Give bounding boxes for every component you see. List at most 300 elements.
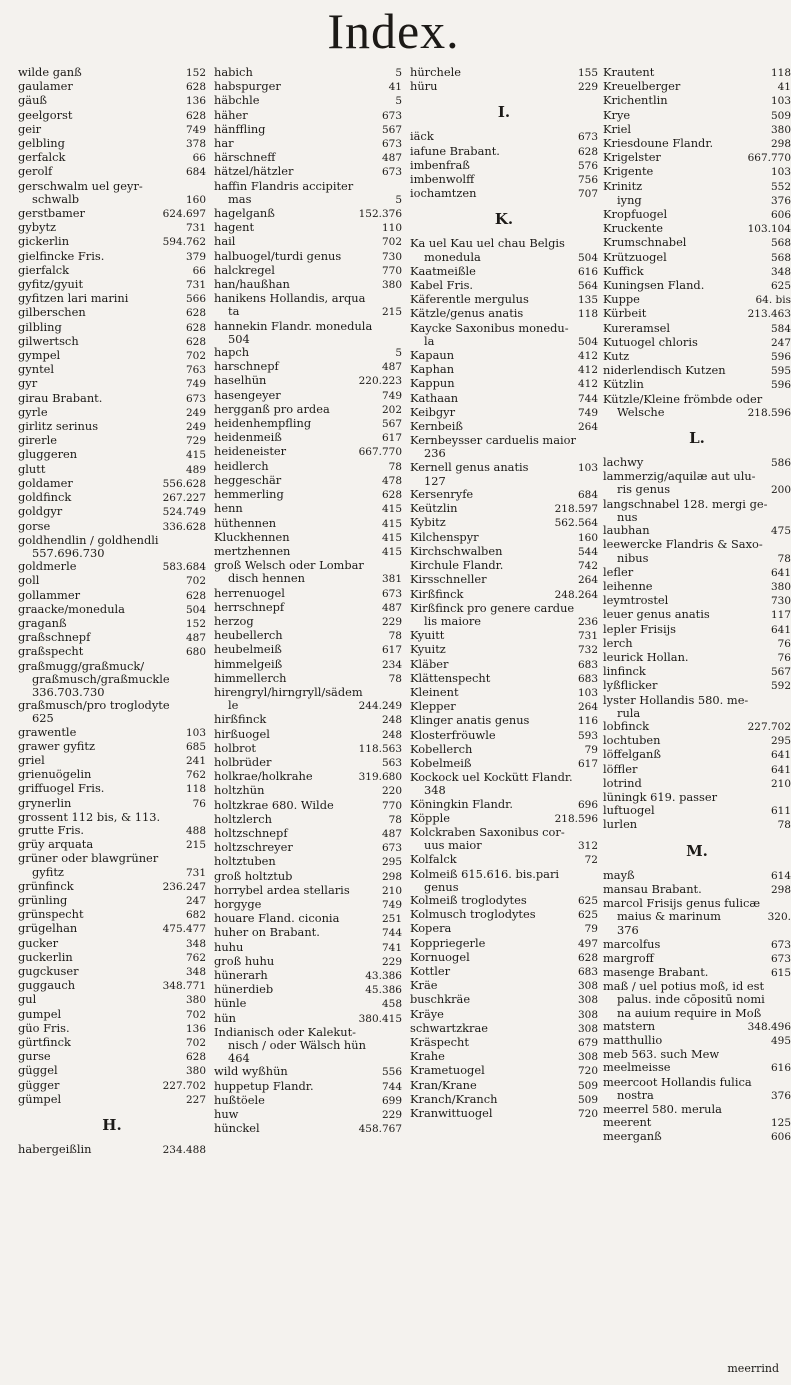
entry-page-ref: 673 [770, 938, 791, 951]
index-entry [214, 898, 402, 912]
entry-term: nostra [617, 1087, 654, 1102]
index-entry [18, 264, 206, 278]
entry-term: Kureramsel [603, 320, 671, 335]
entry-term: häher [214, 107, 248, 122]
entry-term: huhu [214, 939, 244, 954]
entry-page-ref: 249 [185, 421, 206, 434]
index-entry [18, 852, 206, 865]
entry-page-ref: 586 [770, 457, 791, 470]
entry-term: gyfitzen lari marini [18, 291, 129, 306]
entry-term: hasengeyer [214, 387, 281, 402]
entry-page-ref: 699 [381, 1094, 402, 1107]
index-entry [410, 1008, 598, 1022]
entry-page-ref: 380 [185, 994, 206, 1007]
index-entry [410, 643, 598, 657]
entry-term: halckregel [214, 262, 275, 277]
entry-page-ref: 731 [577, 630, 598, 643]
entry-term: lachwy [603, 455, 644, 470]
entry-term: Krahe [410, 1049, 445, 1064]
entry-term: gyfitz [32, 864, 64, 879]
index-entry [410, 714, 598, 728]
index-entry [603, 966, 791, 980]
index-entry [214, 912, 402, 926]
entry-term: girlitz serinus [18, 419, 99, 434]
entry-page-ref: 160 [577, 531, 598, 544]
entry-page-ref: 229 [577, 81, 598, 94]
index-entry [603, 1116, 791, 1130]
entry-page-ref: 234 [381, 658, 402, 671]
entry-page-ref: 628 [381, 489, 402, 502]
entry-page-ref: 308 [577, 1051, 598, 1064]
entry-page-ref: 475 [770, 525, 791, 538]
index-entry [410, 853, 598, 867]
entry-page-ref: 749 [577, 406, 598, 419]
entry-term: groß holtztub [214, 868, 293, 883]
index-entry [214, 417, 402, 431]
entry-page-ref: 308 [577, 1022, 598, 1035]
entry-page-ref: 625 [577, 894, 598, 907]
entry-term: Kirßfinck [410, 586, 464, 601]
entry-page-ref: 673 [381, 166, 402, 179]
entry-term: Kutz [603, 349, 630, 364]
index-entry [18, 306, 206, 320]
entry-term: geir [18, 121, 42, 136]
entry-term: maß / uel potius moß, id est [603, 979, 765, 994]
index-entry [18, 880, 206, 894]
entry-term: gerstbamer [18, 206, 85, 221]
entry-term: grynerlin [18, 795, 72, 810]
index-entry [603, 307, 791, 321]
entry-page-ref: 625 [770, 280, 791, 293]
index-entry [410, 965, 598, 979]
entry-term: leurick Hollan. [603, 649, 689, 664]
entry-term: gyrle [18, 404, 48, 419]
index-entry [214, 80, 402, 94]
index-entry [410, 159, 598, 173]
entry-page-ref: 509 [577, 1093, 598, 1106]
entry-term: lobfinck [603, 718, 650, 733]
entry-page-ref: 264 [577, 701, 598, 714]
index-entry [214, 1012, 402, 1026]
index-entry [214, 305, 402, 319]
entry-term: lurlen [603, 817, 638, 832]
entry-page-ref: 742 [577, 560, 598, 573]
entry-term: har [214, 136, 234, 151]
index-entry [214, 545, 402, 559]
index-entry [18, 712, 206, 725]
index-entry [214, 770, 402, 784]
index-entry [18, 165, 206, 179]
entry-page-ref: 155 [577, 67, 598, 79]
entry-term: löffler [603, 761, 638, 776]
index-entry [603, 1089, 791, 1103]
entry-page-ref: 641 [770, 749, 791, 762]
index-entry [214, 151, 402, 165]
index-entry [410, 839, 598, 853]
index-entry [410, 406, 598, 420]
index-entry [410, 545, 598, 559]
entry-page-ref: 336.628 [162, 520, 206, 533]
index-entry [410, 349, 598, 363]
entry-page-ref: 103 [770, 166, 791, 179]
entry-term: Kolmusch troglodytes [410, 907, 536, 922]
entry-page-ref: 667.770 [358, 446, 402, 459]
index-column-2 [214, 66, 402, 1384]
section-heading: K. [494, 210, 514, 229]
index-entry [214, 686, 402, 699]
entry-page-ref: 110 [381, 222, 402, 235]
index-entry [410, 658, 598, 672]
entry-page-ref: 412 [577, 378, 598, 391]
index-entry [603, 694, 791, 707]
entry-term: Klepper [410, 699, 456, 714]
index-entry [18, 235, 206, 249]
entry-page-ref: 210 [770, 777, 791, 790]
index-entry [410, 335, 598, 349]
index-entry [214, 983, 402, 997]
entry-term: gürtfinck [18, 1035, 71, 1050]
index-entry [410, 145, 598, 159]
index-entry [18, 1079, 206, 1093]
entry-term: groß Welsch oder Lombar [214, 558, 364, 573]
entry-page-ref: 673 [577, 131, 598, 144]
entry-term: himmelgeiß [214, 656, 283, 671]
index-entry [214, 460, 402, 474]
entry-page-ref: 117 [770, 609, 791, 622]
index-entry [410, 420, 598, 434]
entry-page-ref: 218.596 [554, 812, 598, 825]
entry-page-ref: 504 [577, 251, 598, 264]
entry-page-ref: 567 [381, 418, 402, 431]
index-entry [18, 123, 206, 137]
index-entry [18, 631, 206, 645]
entry-page-ref: 563 [381, 756, 402, 769]
entry-term: herrenuogel [214, 585, 285, 600]
index-entry [410, 757, 598, 771]
entry-term: lerch [603, 635, 633, 650]
index-entry [18, 406, 206, 420]
entry-term: Krützuogel [603, 249, 667, 264]
entry-page-ref: 667.770 [747, 152, 791, 165]
entry-page-ref: 220.223 [358, 375, 402, 388]
entry-term: margroff [603, 950, 654, 965]
entry-term: leymtrostel [603, 593, 669, 608]
index-entry [410, 173, 598, 187]
entry-page-ref: 227.702 [162, 1079, 206, 1092]
entry-term: iafune Brabant. [410, 143, 500, 158]
entry-page-ref: 564 [577, 280, 598, 293]
entry-term: han/haußhan [214, 277, 290, 292]
entry-page-ref: 118 [185, 783, 206, 796]
index-entry [603, 818, 791, 832]
index-entry [214, 66, 402, 80]
index-entry [18, 754, 206, 768]
entry-page-ref: 628 [185, 81, 206, 94]
entry-term: gierfalck [18, 262, 70, 277]
entry-term: geelgorst [18, 107, 73, 122]
entry-term: hänffling [214, 121, 266, 136]
entry-term: Klinger anatis genus [410, 713, 530, 728]
entry-term: griffuogel Fris. [18, 781, 105, 796]
section-heading: L. [689, 429, 705, 448]
index-entry [18, 660, 206, 673]
index-column-3 [410, 66, 598, 1384]
index-entry [214, 1122, 402, 1136]
index-entry [214, 250, 402, 264]
entry-term: lepler Frisijs [603, 621, 676, 636]
index-entry [410, 881, 598, 894]
entry-page-ref: 770 [381, 264, 402, 277]
index-entry [18, 726, 206, 740]
entry-page-ref: 616 [770, 1062, 791, 1075]
entry-term: gul [18, 992, 37, 1007]
entry-term: Kaphan [410, 362, 455, 377]
entry-term: niderlendisch Kutzen [603, 363, 726, 378]
index-entry [18, 94, 206, 108]
entry-page-ref: 552 [770, 180, 791, 193]
entry-page-ref: 136 [185, 95, 206, 108]
index-entry [214, 813, 402, 827]
entry-page-ref: 641 [770, 623, 791, 636]
index-entry [603, 406, 791, 420]
index-entry [410, 392, 598, 406]
entry-term: nibus [617, 550, 649, 565]
entry-term: graacke/monedula [18, 601, 125, 616]
index-entry [214, 235, 402, 249]
entry-page-ref: 103 [577, 686, 598, 699]
index-entry [214, 941, 402, 955]
entry-page-ref: 679 [577, 1037, 598, 1049]
entry-page-ref: 707 [577, 188, 598, 201]
index-entry [214, 445, 402, 459]
entry-term: horgyge [214, 896, 262, 911]
entry-term: härschneff [214, 150, 276, 165]
entry-page-ref: 509 [577, 1079, 598, 1092]
entry-page-ref: 673 [381, 842, 402, 855]
entry-term: Kersenryfe [410, 487, 474, 502]
index-entry [214, 292, 402, 305]
index-entry [410, 993, 598, 1007]
index-entry [18, 463, 206, 477]
entry-term: grossent 112 bis, & 113. [18, 809, 161, 824]
section-heading: I. [497, 103, 511, 122]
entry-term: Kräe [410, 978, 438, 993]
entry-term: leuer genus anatis [603, 607, 710, 622]
entry-term: haselhün [214, 373, 267, 388]
index-entry [410, 461, 598, 475]
entry-term: Kirßfinck pro genere cardue [410, 600, 575, 615]
entry-page-ref: 731 [185, 279, 206, 292]
entry-page-ref: 103.104 [747, 223, 791, 236]
entry-term: hürchele [410, 65, 461, 79]
entry-page-ref: 298 [770, 883, 791, 896]
index-entry [410, 573, 598, 587]
entry-page-ref: 729 [185, 435, 206, 448]
index-entry [603, 1061, 791, 1075]
entry-term: girau Brabant. [18, 390, 103, 405]
entry-term: Kätzle/genus anatis [410, 306, 524, 321]
index-entry [214, 180, 402, 193]
entry-page-ref: 595 [770, 365, 791, 378]
entry-page-ref: 415 [381, 503, 402, 516]
entry-page-ref: 682 [185, 909, 206, 922]
index-entry [410, 237, 598, 250]
entry-term: 236 [424, 446, 446, 461]
entry-page-ref: 596 [770, 379, 791, 392]
entry-term: grüy arquata [18, 837, 94, 852]
entry-page-ref: 378 [185, 138, 206, 151]
index-entry [603, 707, 791, 720]
index-entry [18, 1093, 206, 1107]
entry-term: Kottler [410, 963, 451, 978]
index-entry [18, 560, 206, 574]
entry-page-ref: 606 [770, 209, 791, 222]
index-entry [18, 250, 206, 264]
entry-term: hannekin Flandr. monedula [214, 318, 373, 333]
entry-term: Kobellerch [410, 741, 473, 756]
index-entry [214, 193, 402, 207]
index-entry [214, 713, 402, 727]
entry-page-ref: 264 [577, 574, 598, 587]
entry-term: hergganß pro ardea [214, 401, 330, 416]
entry-term: leihenne [603, 578, 653, 593]
entry-page-ref: 218.596 [747, 406, 791, 419]
index-entry [603, 763, 791, 777]
index-entry [214, 221, 402, 235]
entry-term: schwalb [32, 191, 80, 206]
entry-term: palus. inde cōpositū nomi [617, 992, 765, 1007]
entry-term: graßschnepf [18, 630, 91, 645]
entry-term: Kruckente [603, 221, 663, 236]
index-entry [603, 952, 791, 966]
entry-term: Kreuelberger [603, 79, 681, 94]
index-entry [603, 80, 791, 94]
index-entry [410, 908, 598, 922]
entry-term: iyng [617, 192, 642, 207]
index-entry [18, 589, 206, 603]
entry-page-ref: 478 [381, 474, 402, 487]
entry-page-ref: 298 [770, 138, 791, 151]
index-entry [410, 615, 598, 629]
index-entry [214, 997, 402, 1011]
entry-page-ref: 489 [185, 463, 206, 476]
entry-term: na auium require in Moß [617, 1005, 762, 1020]
entry-term: 464 [228, 1051, 250, 1066]
index-entry [214, 403, 402, 417]
entry-page-ref: 295 [770, 735, 791, 748]
entry-term: holtzlerch [214, 811, 272, 826]
entry-term: Kolckraben Saxonibus cor- [410, 824, 565, 839]
index-entry [18, 951, 206, 965]
entry-term: meercoot Hollandis fulica [603, 1074, 752, 1089]
entry-page-ref: 680 [185, 646, 206, 659]
index-entry [214, 517, 402, 531]
entry-term: 625 [32, 711, 54, 726]
entry-page-ref: 135 [577, 294, 598, 307]
entry-page-ref: 509 [770, 109, 791, 122]
entry-term: graßmusch/pro troglodyte [18, 698, 170, 713]
section-heading: M. [686, 841, 708, 860]
entry-page-ref: 576 [577, 159, 598, 172]
index-entry [603, 1007, 791, 1020]
entry-term: grawer gyfitz [18, 738, 95, 753]
entry-page-ref: 247 [185, 894, 206, 907]
index-entry [18, 740, 206, 754]
index-entry [410, 588, 598, 602]
entry-page-ref: 116 [577, 715, 598, 728]
entry-page-ref: 544 [577, 545, 598, 558]
index-entry [214, 870, 402, 884]
entry-page-ref: 376 [770, 1089, 791, 1102]
entry-term: Kläber [410, 656, 449, 671]
index-entry [603, 378, 791, 392]
entry-term: masenge Brabant. [603, 964, 709, 979]
entry-page-ref: 720 [577, 1108, 598, 1121]
entry-page-ref: 244.249 [358, 700, 402, 713]
index-entry [214, 827, 402, 841]
entry-term: gympel [18, 348, 61, 363]
page-title: Index. [327, 3, 460, 59]
entry-page-ref: 596 [770, 351, 791, 364]
index-entry [603, 566, 791, 580]
entry-term: gerschwalm uel geyr- [18, 178, 143, 193]
index-entry [410, 531, 598, 545]
index-entry [214, 658, 402, 672]
entry-term: himmellerch [214, 670, 287, 685]
entry-term: nisch / oder Wälsch hün [228, 1038, 366, 1053]
entry-page-ref: 458.767 [358, 1123, 402, 1136]
entry-page-ref: 308 [577, 980, 598, 993]
entry-term: gybytz [18, 220, 57, 235]
entry-term: holtzschreyer [214, 840, 293, 855]
index-entry [603, 208, 791, 222]
entry-page-ref: 41 [777, 81, 791, 94]
entry-term: Keützlin [410, 501, 458, 516]
index-entry [18, 193, 206, 207]
index-entry [214, 629, 402, 643]
entry-term: monedula [424, 249, 481, 264]
index-entry [410, 1093, 598, 1107]
index-entry [214, 969, 402, 983]
entry-term: Klättenspecht [410, 670, 491, 685]
index-entry [603, 151, 791, 165]
index-entry [410, 279, 598, 293]
entry-term: Kropfuogel [603, 207, 668, 222]
index-entry [214, 360, 402, 374]
entry-term: lotrind [603, 775, 642, 790]
entry-term: hünerdieb [214, 982, 274, 997]
entry-term: habergeißlin [18, 1142, 92, 1157]
entry-term: häbchle [214, 93, 260, 108]
entry-term: Kräspecht [410, 1035, 469, 1049]
index-entry [410, 307, 598, 321]
entry-term: wild wyßhün [214, 1064, 288, 1079]
entry-term: Kockock uel Kockütt Flandr. [410, 770, 573, 785]
index-entry [214, 615, 402, 629]
entry-page-ref: 744 [381, 927, 402, 940]
index-entry [214, 855, 402, 869]
entry-page-ref: 236 [577, 615, 598, 628]
index-entry [18, 824, 206, 838]
entry-term: grünfinck [18, 878, 74, 893]
entry-page-ref: 628 [185, 321, 206, 334]
entry-term: Kluckhennen [214, 529, 290, 544]
entry-page-ref: 770 [381, 799, 402, 812]
entry-term: graßmusch/graßmuckle [32, 671, 170, 686]
entry-term: hünckel [214, 1121, 260, 1136]
entry-term: harschnepf [214, 359, 279, 374]
entry-page-ref: 744 [381, 1080, 402, 1093]
